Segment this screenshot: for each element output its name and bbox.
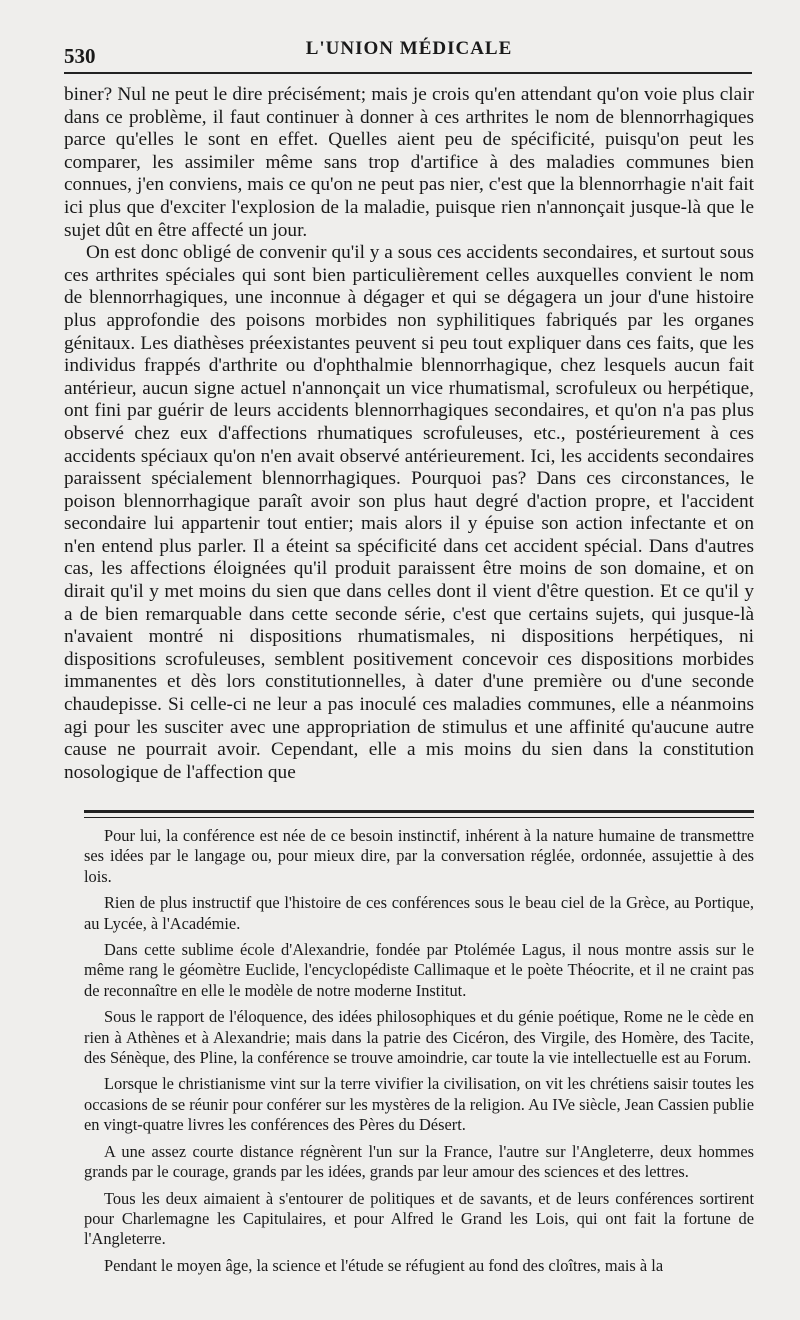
feuilleton-paragraph: Dans cette sublime école d'Alexandrie, fondée par Ptolémée Lagus, il nous montre assis sur le même rang le géomètre Euclide, l'encyclopédiste Callimaque et le poète Théocrite, et il ne craint pas de reconnaître en elle le modèle de notre moderne Institut. [84, 940, 754, 1000]
running-title: L'UNION MÉDICALE [305, 38, 513, 59]
feuilleton-paragraph: Rien de plus instructif que l'histoire de ces conférences sous le beau ciel de la Grèce, au Portique, au Lycée, à l'Académie. [84, 893, 754, 933]
header-rule [64, 72, 752, 74]
feuilleton-paragraph: Sous le rapport de l'éloquence, des idées philosophiques et du génie poétique, Rome ne le cède en rien à Athènes et à Alexandrie; mais dans la patrie des Cicéron, des Virgile, des Homère, des Tacite, des Sénèque, des Pline, la conférence se trouve amoindrie, car toute la vie intellectuelle est au Forum. [84, 1007, 754, 1068]
feuilleton-paragraph: Lorsque le christianisme vint sur la terre vivifier la civilisation, on vit les chrétiens saisir toutes les occasions de se réunir pour conférer sur les mystères de la religion. Au IVe siècle, Jean Cassien publie en vingt-quatre livres les conférences des Pères du Désert. [84, 1074, 754, 1135]
feuilleton-paragraph: Pour lui, la conférence est née de ce besoin instinctif, inhérent à la nature humaine de transmettre ses idées par le langage ou, pour mieux dire, par la conversation réglée, ordonnée, assujettie à des lois. [84, 826, 754, 886]
page-number: 530 [64, 44, 96, 68]
feuilleton-paragraph: Tous les deux aimaient à s'entourer de politiques et de savants, et de leurs conférences sortirent pour Charlemagne les Capitulaires, et pour Alfred le Grand les Lois, qui ont fait la fortune de l'Angleterre. [84, 1188, 754, 1249]
main-paragraph: biner? Nul ne peut le dire précisément; mais je crois qu'en attendant qu'on voie plus clair dans ce problème, il faut continuer à donner à ces arthrites le nom de blennorrhagiques parce qu'elles le sont en effet. Quelles aient peu de spécificité, puisqu'on peut les comparer, les assimiler même sans trop d'artifice à des maladies communes bien connues, j'en conviens, mais ce qu'on ne peut pas nier, c'est que la blennorrhagie n'ait fait ici plus que d'exciter l'explosion de la maladie, puisque rien n'annonçait jusque-là que le sujet dût en être affecté un jour. [64, 84, 754, 241]
main-text-column [64, 84, 754, 784]
page-header [64, 36, 754, 70]
feuilleton-paragraph: A une assez courte distance régnèrent l'un sur la France, l'autre sur l'Angleterre, deux hommes grands par le courage, grands par les idées, grands par leur amour des sciences et des lettres. [84, 1141, 754, 1182]
feuilleton-separator-rule [84, 810, 754, 818]
main-paragraph: On est donc obligé de convenir qu'il y a sous ces accidents secondaires, et surtout sous ces arthrites spéciales qui sont bien particulièrement celles auxquelles convient le nom de blennorrhagiques, une inconnue à dégager et qui se dégagera un jour d'une histoire plus approfondie des poisons morbides non syphilitiques fabriqués par les organes génitaux. Les diathèses préexistantes peuvent si peu tout expliquer dans ces faits, que les individus frappés d'arthrite ou d'ophthalmie blennorrhagique, chez lesquels aucun fait antérieur, aucun signe actuel n'annonçait un vice rhumatismal, scrofuleux ou herpétique, ont fini par guérir de leurs accidents blennorrhagiques secondaires, et qu'on n'a pas plus observé chez eux d'affections rhumatiques scrofuleuses, etc., postérieurement à ces accidents spéciaux qu'on n'en avait observé antérieurement. Ici, les accidents secondaires paraissent spécialement blennorrhagiques. Pourquoi pas? Dans ces circonstances, le poison blennorrhagique paraît avoir son plus haut degré d'action propre, et l'accident secondaire lui appartenir tout entier; mais alors il y épuise son action infectante et on n'en entend plus parler. Il a éteint sa spécificité dans cet accident spécial. Dans d'autres cas, les affections éloignées qu'il produit paraissent être moins de son domaine, et on dirait qu'il y met moins du sien que dans celles dont il vient d'être question. Et ce qu'il y a de bien remarquable dans cette seconde série, c'est que certains sujets, qui jusque-là n'avaient montré ni dispositions rhumatismales, ni dispositions herpétiques, ni dispositions scrofuleuses, semblent positivement concevoir ces dispositions morbides immanentes et dès lors constitutionnelles, à dater d'une première ou d'une seconde chaudepisse. Si celle-ci ne leur a pas inoculé ces maladies communes, elle a néanmoins agi pour les susciter avec une appropriation de stimulus et une affinité qu'aucune autre cause ne pourrait avoir. Cependant, elle a mis moins du sien dans la constitution nosologique de l'affection que [64, 242, 754, 783]
feuilleton-section [84, 826, 754, 1276]
feuilleton-paragraph: Pendant le moyen âge, la science et l'étude se réfugient au fond des cloîtres, mais à la [104, 1255, 664, 1275]
